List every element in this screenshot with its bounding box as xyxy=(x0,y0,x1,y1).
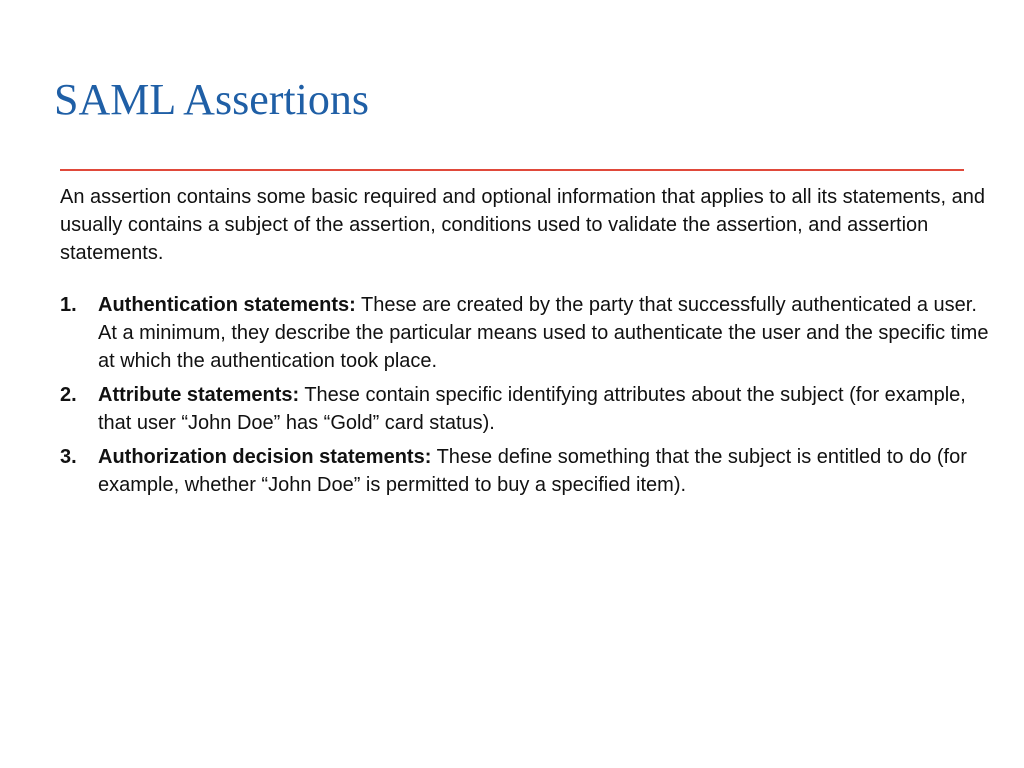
list-item-text: These contain specific identifying attributes about the subject (for example, that user “John Doe” has “Gold” card status). xyxy=(98,384,966,434)
title-divider xyxy=(60,169,964,171)
list-item-text: These define something that the subject is entitled to do (for example, whether “John Doe” is permitted to buy a specified item). xyxy=(98,446,967,496)
list-item-heading: Attribute statements: xyxy=(98,384,300,406)
list-item-number: 1. xyxy=(60,294,77,316)
slide-title: SAML Assertions xyxy=(54,75,369,124)
list-item-attribute xyxy=(60,381,995,437)
statement-list xyxy=(60,291,995,499)
list-item-heading: Authentication statements: xyxy=(98,294,356,316)
list-item-number: 3. xyxy=(60,446,77,468)
list-item-authentication xyxy=(60,291,995,375)
list-item-text: These are created by the party that successfully authenticated a user. At a minimum, they describe the particular means used to authenticate the user and the specific time at which the authentication took place. xyxy=(98,294,989,372)
slide-content xyxy=(60,183,995,505)
list-item-authorization xyxy=(60,443,995,499)
list-item-heading: Authorization decision statements: xyxy=(98,446,432,468)
intro-paragraph: An assertion contains some basic required and optional information that applies to all its statements, and usually contains a subject of the assertion, conditions used to validate the assertion, and assertion statements. xyxy=(60,186,985,264)
list-item-number: 2. xyxy=(60,384,77,406)
